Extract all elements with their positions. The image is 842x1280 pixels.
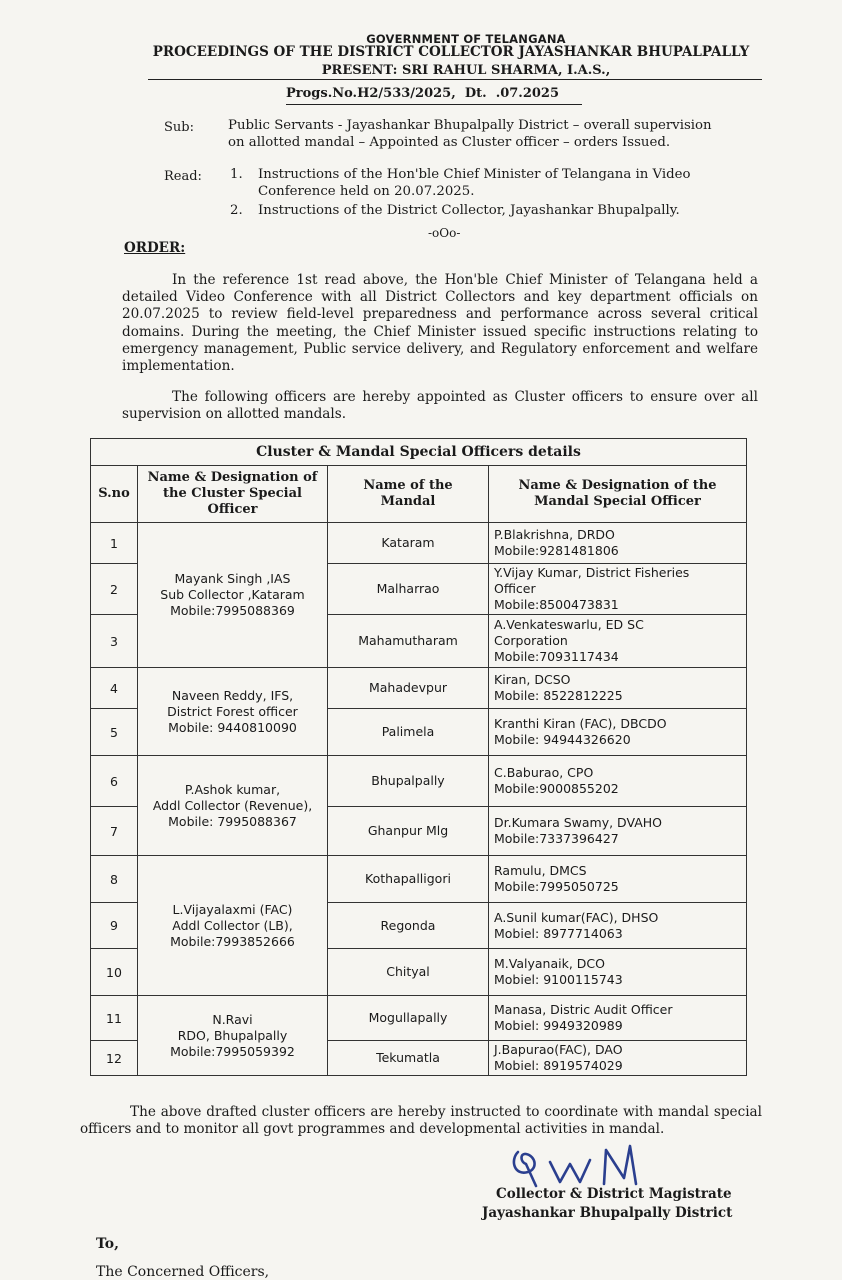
table-title: Cluster & Mandal Special Officers details bbox=[91, 439, 747, 466]
mandal-officer-line: Mobile:7093117434 bbox=[494, 649, 619, 664]
cluster-officer-line: P.Ashok kumar, bbox=[184, 781, 281, 797]
order-heading: ORDER: bbox=[124, 240, 186, 256]
present-line: PRESENT: SRI RAHUL SHARMA, I.A.S., bbox=[321, 63, 611, 78]
mandal-officer-cell bbox=[489, 949, 747, 996]
mandal-officer-line: Mobile:7995050725 bbox=[494, 879, 619, 894]
mandal-name: Palimela bbox=[328, 709, 489, 756]
cluster-officer-line: Mobile: 9440810090 bbox=[168, 719, 297, 735]
signature-block bbox=[482, 1185, 733, 1223]
mandal-name: Regonda bbox=[328, 903, 489, 949]
cluster-officer-line: Addl Collector (Revenue), bbox=[152, 797, 313, 813]
proceedings-number bbox=[286, 86, 559, 101]
serial-number: 3 bbox=[91, 615, 138, 668]
date-label: Dt. bbox=[464, 86, 487, 101]
proceedings-heading: PROCEEDINGS OF THE DISTRICT COLLECTOR JAYASHANKAR BHUPALPALLY bbox=[152, 44, 750, 60]
read-label: Read: bbox=[164, 169, 202, 184]
cluster-officer-cell bbox=[138, 756, 328, 856]
table-row bbox=[91, 523, 747, 564]
mandal-name: Mahamutharam bbox=[328, 615, 489, 668]
cluster-officer-line: Mayank Singh ,IAS bbox=[174, 571, 291, 586]
read-item-1-line-2: Conference held on 20.07.2025. bbox=[258, 183, 475, 199]
mandal-officer-line: Mobile:9000855202 bbox=[494, 781, 619, 796]
cluster-officer-line: Mobile: 7995088367 bbox=[168, 813, 297, 829]
mandal-name: Kothapalligori bbox=[328, 856, 489, 903]
mandal-officer-line: Mobile:7337396427 bbox=[494, 831, 619, 846]
mandal-officer-line: Mobiel: 9100115743 bbox=[494, 972, 623, 987]
serial-number: 6 bbox=[91, 756, 138, 807]
order-paragraph-2: The following officers are hereby appointed as Cluster officers to ensure over all supervision on allotted mandals. bbox=[122, 389, 758, 423]
read-item-1 bbox=[258, 167, 691, 200]
serial-number: 7 bbox=[91, 807, 138, 856]
mandal-name: Kataram bbox=[328, 523, 489, 564]
serial-number: 4 bbox=[91, 668, 138, 709]
mandal-name: Ghanpur Mlg bbox=[328, 807, 489, 856]
serial-number: 2 bbox=[91, 564, 138, 615]
header-mandal-officer: Name & Designation of the Mandal Special Officer bbox=[489, 466, 747, 523]
header-rule bbox=[148, 79, 762, 80]
serial-number: 8 bbox=[91, 856, 138, 903]
mandal-name: Chityal bbox=[328, 949, 489, 996]
header-sno: S.no bbox=[91, 466, 138, 523]
mandal-name: Mahadevpur bbox=[328, 668, 489, 709]
table-row bbox=[91, 756, 747, 807]
mandal-officer-line: Kranthi Kiran (FAC), DBCDO bbox=[494, 716, 667, 731]
serial-number: 12 bbox=[91, 1041, 138, 1076]
mandal-officer-line: Mobile:9281481806 bbox=[494, 543, 619, 558]
mandal-officer-line: Manasa, Distric Audit Officer bbox=[494, 1002, 673, 1017]
mandal-name: Malharrao bbox=[328, 564, 489, 615]
subject-line-1: Public Servants - Jayashankar Bhupalpally District – overall supervision bbox=[228, 118, 712, 133]
cluster-officer-cell bbox=[138, 856, 328, 996]
mandal-officer-line: J.Bapurao(FAC), DAO bbox=[494, 1042, 623, 1057]
cluster-officer-line: Sub Collector ,Kataram bbox=[160, 587, 305, 602]
order-paragraph-1: In the reference 1st read above, the Hon'ble Chief Minister of Telangana held a detailed Video Conference with all District Collectors and key department officials on 20.07.2025 to review field-level preparedness and performance across several critical domains. During the meeting, the Chief Minister issued specific instructions relating to emergency management, Public service delivery, and Regulatory enforcement and welfare implementation. bbox=[122, 272, 758, 375]
mandal-name: Bhupalpally bbox=[328, 756, 489, 807]
serial-number: 5 bbox=[91, 709, 138, 756]
read-item-2-num: 2. bbox=[230, 203, 243, 218]
mandal-officer-line: Mobiel: 9949320989 bbox=[494, 1018, 623, 1033]
mandal-officer-line: Y.Vijay Kumar, District Fisheries bbox=[494, 565, 690, 580]
separator-mark: -oOo- bbox=[428, 226, 461, 240]
signature-image bbox=[506, 1138, 656, 1190]
serial-number: 10 bbox=[91, 949, 138, 996]
serial-number: 11 bbox=[91, 996, 138, 1041]
table-row bbox=[91, 668, 747, 709]
table-row bbox=[91, 856, 747, 903]
header-mandal: Name of the Mandal bbox=[328, 466, 489, 523]
mandal-name: Tekumatla bbox=[328, 1041, 489, 1076]
mandal-name: Mogullapally bbox=[328, 996, 489, 1041]
subject-label: Sub: bbox=[164, 120, 194, 135]
cluster-officer-line: Addl Collector (LB), bbox=[172, 917, 293, 933]
cluster-officer-cell bbox=[138, 668, 328, 756]
serial-number: 9 bbox=[91, 903, 138, 949]
mandal-officer-line: P.Blakrishna, DRDO bbox=[494, 527, 615, 542]
cluster-officer-line: N.Ravi bbox=[212, 1011, 253, 1027]
progs-no: Progs.No.H2/533/2025, bbox=[286, 86, 456, 101]
signatory-title-1: Collector & District Magistrate bbox=[496, 1186, 732, 1202]
signatory-title-2: Jayashankar Bhupalpally District bbox=[482, 1205, 733, 1221]
subject-line-2: on allotted mandal – Appointed as Cluster officer – orders Issued. bbox=[228, 134, 671, 150]
table-body bbox=[91, 523, 747, 1076]
cluster-officer-line: Mobile:7995088369 bbox=[170, 603, 295, 618]
date-value: .07.2025 bbox=[495, 86, 560, 101]
mandal-officer-line: Officer bbox=[494, 581, 536, 596]
mandal-officer-cell bbox=[489, 903, 747, 949]
read-item-1-num: 1. bbox=[230, 167, 243, 182]
closing-paragraph: The above drafted cluster officers are hereby instructed to coordinate with mandal special officers and to monitor all govt programmes and developmental activities in mandal. bbox=[80, 1104, 762, 1138]
mandal-officer-line: Ramulu, DMCS bbox=[494, 863, 587, 878]
mandal-officer-cell bbox=[489, 856, 747, 903]
table-row bbox=[91, 996, 747, 1041]
mandal-officer-line: M.Valyanaik, DCO bbox=[494, 956, 605, 971]
subject-text bbox=[228, 118, 712, 151]
mandal-officer-line: A.Venkateswarlu, ED SC bbox=[494, 617, 644, 632]
mandal-officer-cell bbox=[489, 996, 747, 1041]
cluster-officer-line: RDO, Bhupalpally bbox=[177, 1027, 288, 1043]
cluster-officer-line: Naveen Reddy, IFS, bbox=[171, 687, 294, 703]
cluster-officers-table bbox=[90, 438, 747, 1076]
cluster-officer-line: Mobile:7993852666 bbox=[170, 933, 295, 949]
cluster-officer-cell bbox=[138, 996, 328, 1076]
mandal-officer-line: Mobiel: 8977714063 bbox=[494, 925, 623, 941]
header-cluster-officer: Name & Designation of the Cluster Special Officer bbox=[138, 466, 328, 523]
mandal-officer-cell bbox=[489, 709, 747, 756]
government-heading: GOVERNMENT OF TELANGANA bbox=[366, 32, 566, 46]
mandal-officer-line: C.Baburao, CPO bbox=[494, 765, 594, 780]
mandal-officer-cell bbox=[489, 1041, 747, 1076]
to-label: To, bbox=[96, 1236, 120, 1252]
mandal-officer-line: Mobiel: 8919574029 bbox=[494, 1058, 623, 1073]
cluster-officer-cell bbox=[138, 523, 328, 668]
mandal-officer-cell bbox=[489, 756, 747, 807]
mandal-officer-line: A.Sunil kumar(FAC), DHSO bbox=[494, 909, 659, 925]
serial-number: 1 bbox=[91, 523, 138, 564]
cluster-officer-line: Mobile:7995059392 bbox=[170, 1043, 295, 1059]
mandal-officer-cell bbox=[489, 523, 747, 564]
mandal-officer-line: Mobile:8500473831 bbox=[494, 597, 619, 612]
mandal-officer-cell bbox=[489, 564, 747, 615]
mandal-officer-line: Dr.Kumara Swamy, DVAHO bbox=[494, 815, 662, 830]
mandal-officer-line: Corporation bbox=[494, 633, 568, 648]
to-addressee: The Concerned Officers, bbox=[96, 1264, 270, 1280]
progs-underline bbox=[286, 104, 582, 105]
mandal-officer-cell bbox=[489, 615, 747, 668]
read-item-1-line-1: Instructions of the Hon'ble Chief Minister of Telangana in Video bbox=[258, 167, 691, 182]
mandal-officer-cell bbox=[489, 807, 747, 856]
read-item-2: Instructions of the District Collector, Jayashankar Bhupalpally. bbox=[258, 203, 680, 218]
cluster-officer-line: District Forest officer bbox=[167, 703, 298, 719]
mandal-officer-line: Kiran, DCSO bbox=[494, 672, 571, 687]
mandal-officer-line: Mobile: 94944326620 bbox=[494, 732, 631, 747]
mandal-officer-line: Mobile: 8522812225 bbox=[494, 688, 623, 703]
mandal-officer-cell bbox=[489, 668, 747, 709]
cluster-officer-line: L.Vijayalaxmi (FAC) bbox=[172, 901, 293, 917]
